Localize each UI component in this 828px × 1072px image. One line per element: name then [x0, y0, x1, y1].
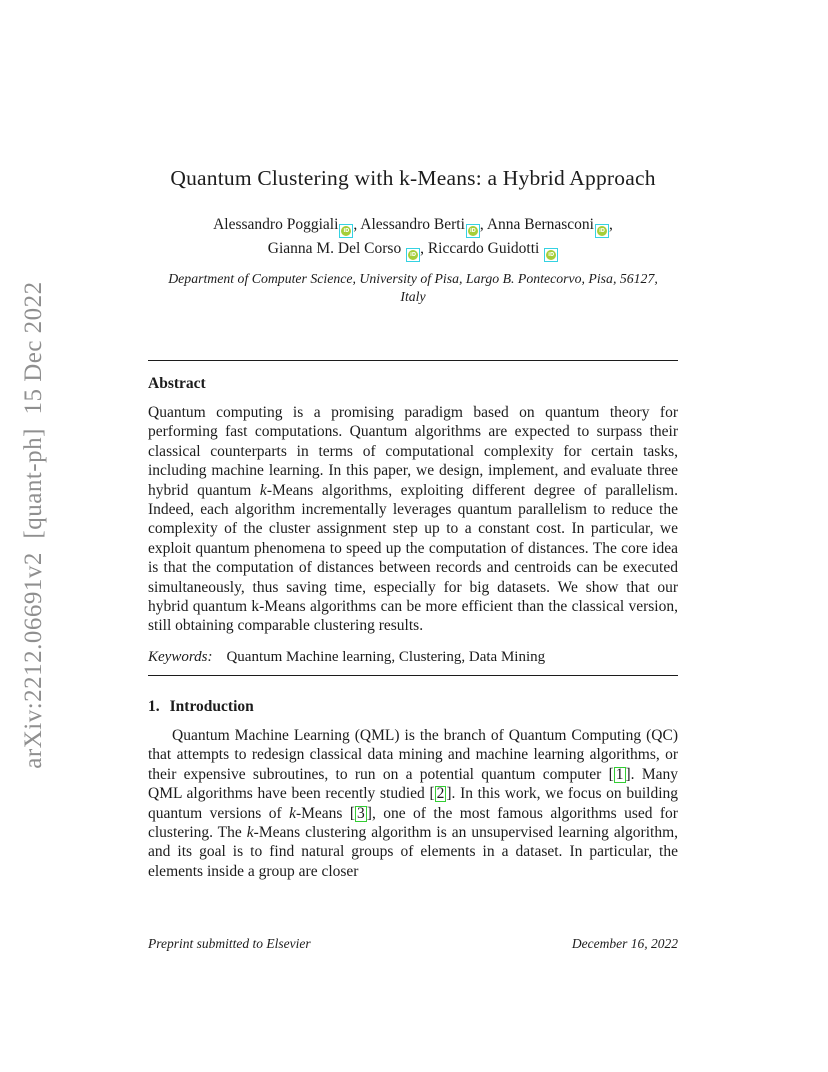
- text-segment: Quantum computing is a promising paradigm based on quantum theory for performing fast computations. Quantum algorithms are expected to surpass their classical counterparts in terms of computational complexity for certain tasks, including machine learning. In this paper, we design, implement, and evaluate three hybrid quantum: [148, 404, 678, 499]
- text-segment: Quantum Machine Learning (QML) is the branch of Quantum Computing (QC) that attempts to redesign classical data mining and machine learning algorithms, or their expensive subroutines, to run on a potential quantum computer: [148, 726, 678, 783]
- orcid-icon[interactable]: [466, 224, 480, 238]
- orcid-icon[interactable]: [544, 248, 558, 262]
- text-segment: k: [289, 804, 296, 822]
- keywords-text: Quantum Machine learning, Clustering, Data Mining: [226, 648, 546, 665]
- section-heading-introduction: [148, 698, 678, 716]
- keywords-line: [148, 648, 678, 667]
- page-footer: [148, 936, 678, 952]
- section-title: Introduction: [169, 697, 254, 715]
- text-segment: -Means: [295, 804, 350, 822]
- author-separator: ,: [609, 216, 613, 233]
- author-name: Gianna M. Del Corso: [267, 240, 406, 257]
- text-segment: [: [349, 804, 356, 822]
- abstract-bottom-divider: [148, 675, 678, 676]
- abstract-top-divider: [148, 360, 678, 361]
- text-segment: -Means algorithms, exploiting different degree of parallelism. Indeed, each algorithm incrementally leverages quantum parallelism to reduce the complexity of the cluster assignment step up to a constant cost. In particular, we exploit quantum phenomena to speed up the computation of distances. The core idea is that the computation of distances between records and centroids can be executed simultaneously, thus saving time, especially for big datasets. We show that our hybrid quantum k-Means algorithms can be more efficient than the classical version, still obtaining comparable clustering results.: [148, 481, 678, 635]
- orcid-id-glyph: iD: [408, 250, 418, 260]
- author-name: Riccardo Guidotti: [427, 240, 544, 257]
- citation-link[interactable]: 1: [615, 765, 624, 783]
- affiliation-line-1: Department of Computer Science, University of Pisa, Largo B. Pontecorvo, Pisa, 56127,: [168, 271, 658, 286]
- author-separator: ,: [353, 216, 361, 233]
- author-line-2: [148, 238, 678, 262]
- author-name: Alessandro Berti: [360, 216, 465, 233]
- text-segment: . In this work, we focus on building quantum versions of: [148, 785, 678, 822]
- text-segment: . Many QML algorithms have been recently studied: [148, 765, 678, 803]
- author-name: Alessandro Poggiali: [213, 216, 339, 233]
- footer-date: December 16, 2022: [571, 936, 678, 951]
- orcid-icon[interactable]: [339, 224, 353, 238]
- introduction-text: [148, 726, 678, 881]
- orcid-id-glyph: iD: [597, 226, 607, 236]
- citation-link[interactable]: 3: [357, 804, 365, 822]
- orcid-id-glyph: iD: [468, 226, 478, 236]
- text-segment: k: [246, 823, 254, 841]
- author-list: [148, 214, 678, 262]
- footer-preprint-note: Preprint submitted to Elsevier: [148, 936, 311, 951]
- text-segment: [: [608, 765, 614, 783]
- paper-title: Quantum Clustering with k-Means: a Hybrid Approach: [170, 166, 656, 190]
- author-separator: ,: [479, 216, 487, 233]
- text-segment: ]: [366, 804, 372, 822]
- orcid-icon[interactable]: [406, 248, 420, 262]
- text-segment: , one of the most famous algorithms used for clustering. The: [148, 804, 678, 841]
- orcid-icon[interactable]: [595, 224, 609, 238]
- paper-content: [148, 0, 678, 881]
- orcid-id-glyph: iD: [546, 250, 556, 260]
- text-segment: [: [429, 785, 435, 803]
- affiliation: [148, 270, 678, 306]
- keywords-label: Keywords:: [148, 648, 213, 665]
- author-name: Anna Bernasconi: [486, 216, 594, 233]
- section-number: 1.: [148, 697, 160, 715]
- text-segment: ]: [446, 785, 452, 803]
- text-segment: ]: [625, 765, 631, 783]
- arxiv-watermark: arXiv:2212.06691v2 [quant-ph] 15 Dec 2022: [20, 281, 47, 769]
- orcid-id-glyph: iD: [341, 226, 351, 236]
- abstract-heading: Abstract: [148, 375, 206, 392]
- author-separator: ,: [420, 240, 428, 257]
- text-segment: -Means clustering algorithm is an unsupervised learning algorithm, and its goal is to find natural groups of elements in a dataset. In particular, the elements inside a group are closer: [148, 823, 678, 880]
- citation-link[interactable]: 2: [436, 785, 445, 803]
- author-line-1: [148, 214, 678, 238]
- affiliation-line-2: Italy: [400, 289, 426, 304]
- abstract-text: [148, 403, 678, 636]
- text-segment: k: [259, 481, 267, 499]
